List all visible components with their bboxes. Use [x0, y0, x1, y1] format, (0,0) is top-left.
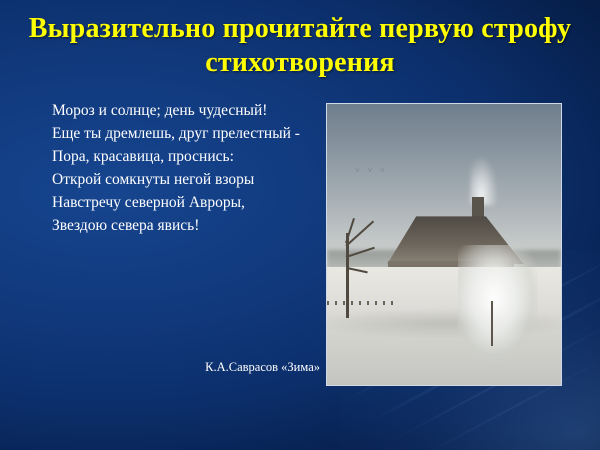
- painting-canvas: [327, 104, 561, 385]
- birds-icon: ˅ ˅ ˅: [355, 165, 388, 175]
- poem-line: Еще ты дремлешь, друг прелестный -: [52, 124, 300, 142]
- poem-text: [52, 100, 304, 238]
- poem-line: Пора, красавица, проснись:: [52, 147, 234, 165]
- painting-credit: К.А.Саврасов «Зима»: [205, 360, 320, 374]
- snowy-tree: [458, 245, 538, 363]
- painting-image: [326, 103, 562, 386]
- poem-line: Мороз и солнце; день чудесный!: [52, 102, 268, 119]
- poem-line: Звездою севера явись!: [52, 216, 200, 234]
- slide-title: Выразительно прочитайте первую строфу стихотворения: [28, 13, 572, 79]
- poem-line: Открой сомкнуты негой взоры: [52, 170, 255, 188]
- tree-trunk: [491, 301, 493, 346]
- fence: [327, 301, 393, 305]
- poem-line: Навстречу северной Авроры,: [52, 193, 245, 211]
